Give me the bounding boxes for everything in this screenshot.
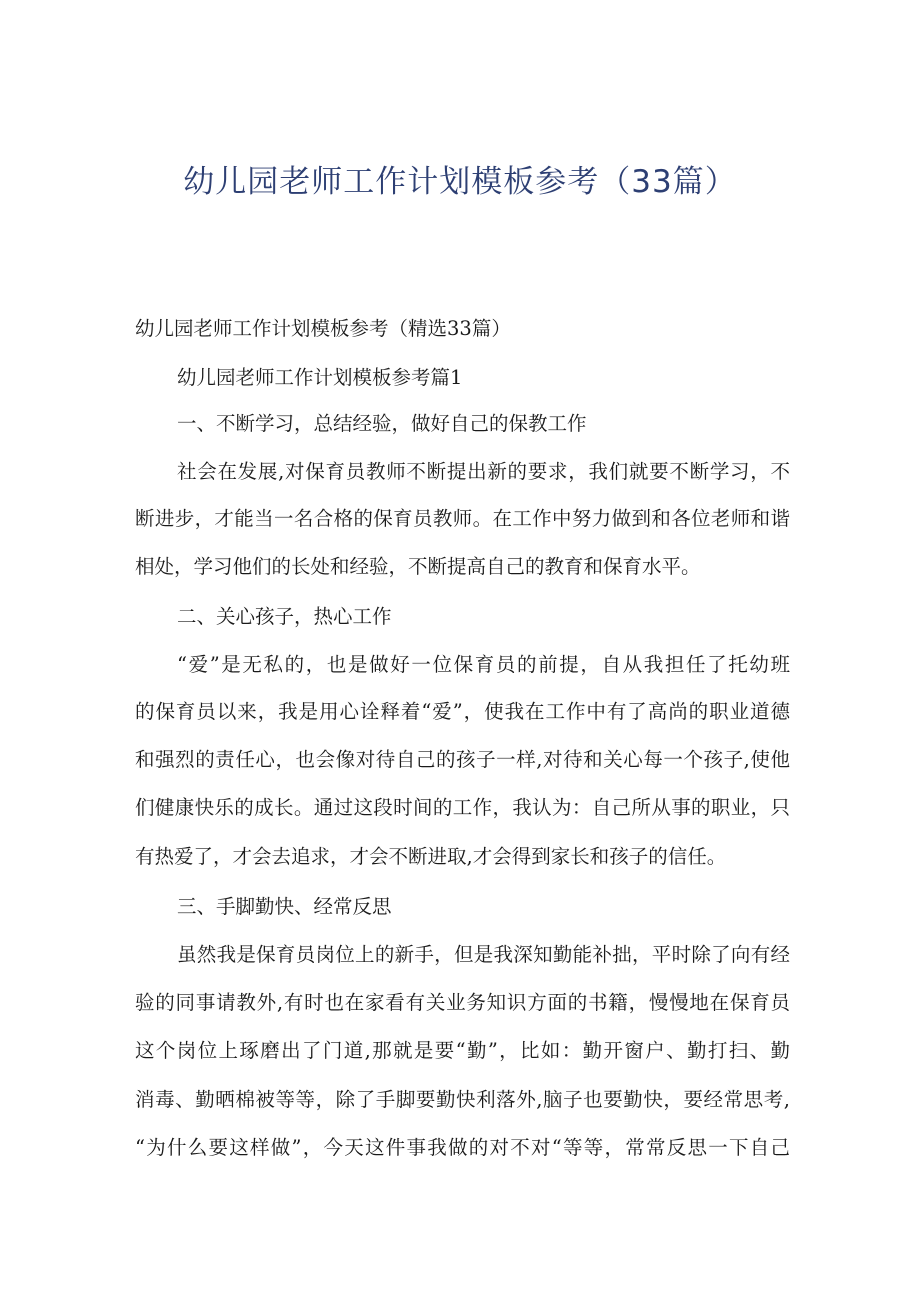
section-heading-3: 三、手脚勤快、经常反思 [177,895,392,918]
paragraph-line: 和强烈的责任心，也会像对待自己的孩子一样,对待和关心每一个孩子,使他 [135,748,790,771]
document-title: 幼儿园老师工作计划模板参考（33篇） [183,164,737,200]
article-heading: 幼儿园老师工作计划模板参考篇1 [177,366,463,389]
document-subtitle: 幼儿园老师工作计划模板参考（精选33篇） [135,317,511,340]
paragraph-line: “爱”是无私的，也是做好一位保育员的前提，自从我担任了托幼班 [177,653,790,676]
paragraph-line: 的保育员以来，我是用心诠释着“爱”，使我在工作中有了高尚的职业道德 [135,700,790,723]
paragraph-line: “为什么要这样做”，今天这件事我做的对不对“等等，常常反思一下自己 [135,1136,790,1159]
paragraph-line: 断进步，才能当一名合格的保育员教师。在工作中努力做到和各位老师和谐 [135,507,790,530]
paragraph-line: 虽然我是保育员岗位上的新手，但是我深知勤能补拙，平时除了向有经 [177,943,790,966]
paragraph-line: 这个岗位上琢磨出了门道,那就是要“勤”，比如：勤开窗户、勤打扫、勤 [135,1039,790,1062]
paragraph-line: 有热爱了，才会去追求，才会不断进取,才会得到家长和孩子的信任。 [135,845,727,868]
paragraph-line: 消毒、勤晒棉被等等，除了手脚要勤快利落外,脑子也要勤快，要经常思考, [135,1088,790,1111]
paragraph-line: 验的同事请教外,有时也在家看有关业务知识方面的书籍，慢慢地在保育员 [135,991,790,1014]
section-heading-1: 一、不断学习，总结经验，做好自己的保教工作 [177,412,587,435]
paragraph-line: 们健康快乐的成长。通过这段时间的工作，我认为：自己所从事的职业，只 [135,796,790,819]
paragraph-line: 社会在发展,对保育员教师不断提出新的要求，我们就要不断学习，不 [177,460,790,483]
paragraph-line: 相处，学习他们的长处和经验，不断提高自己的教育和保育水平。 [135,555,701,578]
section-heading-2: 二、关心孩子，热心工作 [177,605,392,628]
